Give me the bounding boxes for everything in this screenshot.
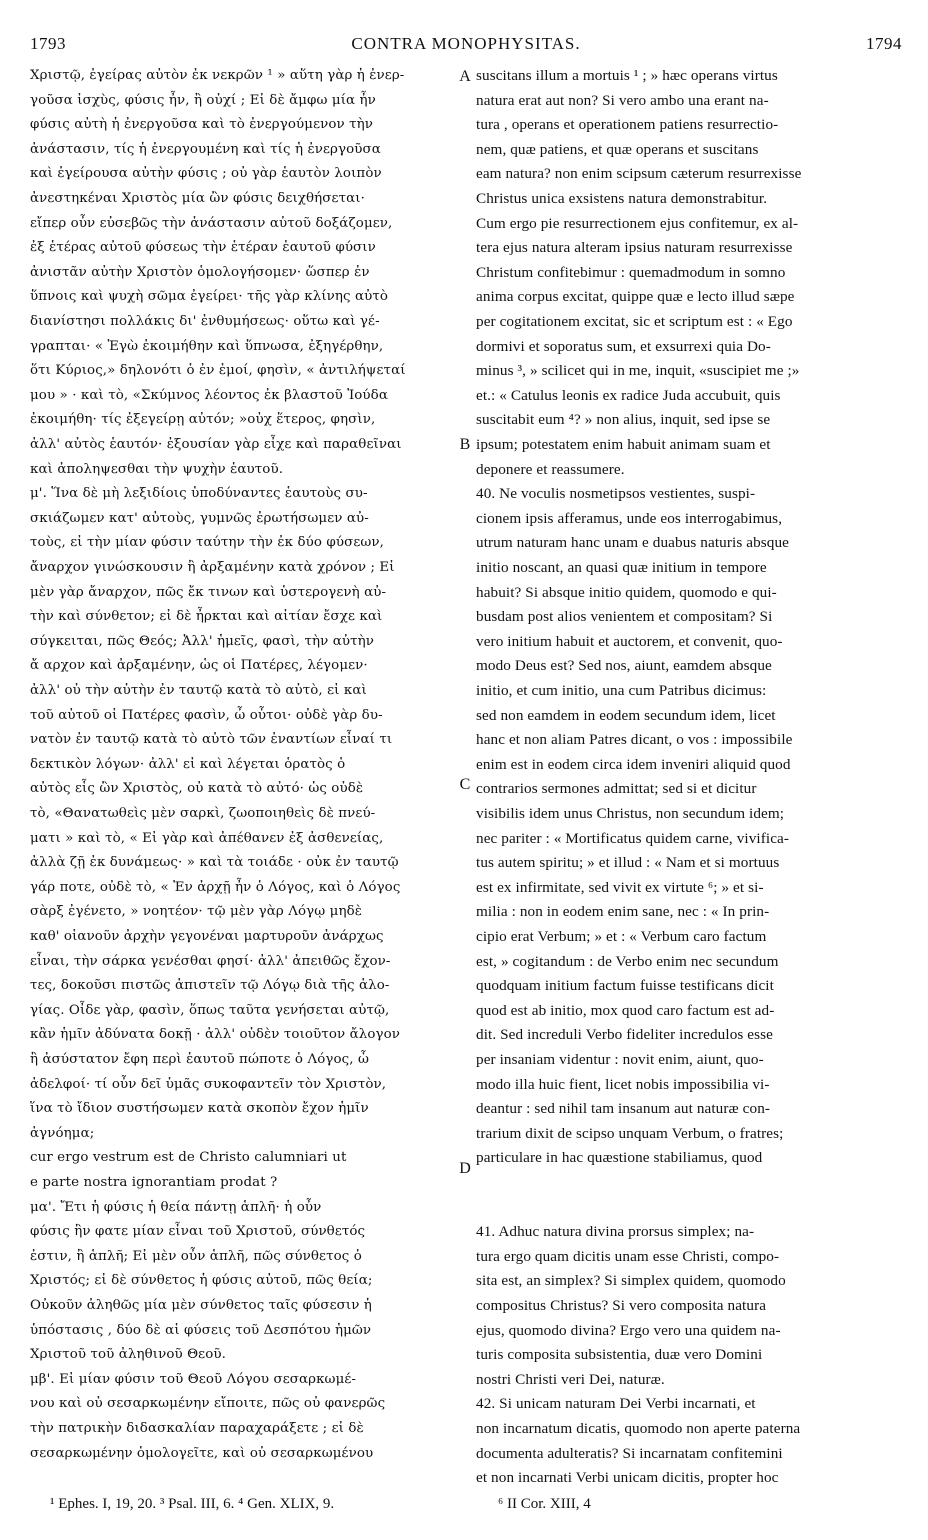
greek-text-line: τοὺς, εἰ τὴν μίαν φύσιν ταύτην τὴν ἐκ δύο φύσεων, [30,535,384,551]
greek-text-line: εἴπερ οὖν εὐσεβῶς τὴν ἀνάστασιν αὐτοῦ δοξάζομεν, [30,215,393,231]
greek-text-line: ἀδελφοί· τί οὖν δεῖ ὑμᾶς συκοφαντεῖν τὸν Χριστὸν, [30,1076,387,1092]
latin-text-line: contrarios sermones admittat; sed si et dicitur [476,780,757,798]
left-page-number: 1793 [30,34,66,53]
latin-column [476,64,896,1495]
latin-text-line: hanc et non aliam Patres dicant, o vos : impossibile [476,731,793,749]
latin-text-line: cionem ipsis afferamus, unde eos interrogabimus, [476,509,783,527]
latin-text-line: documenta adulteratis? Si incarnatam confitemini [476,1444,783,1462]
latin-text-line: enim est in eodem circa idem inveniri aliquid quod [476,755,791,773]
greek-text-line: σεσαρκωμένην ὁμολογεῖτε, καὶ οὐ σεσαρκωμένου [30,1445,374,1461]
greek-column [30,64,456,1470]
footnote-left: ¹ Ephes. I, 19, 20. ³ Psal. III, 6. ⁴ Gen. XLIX, 9. [50,1496,335,1512]
latin-text-line: busdam post alios venientem et compositam? Si [476,608,773,626]
footnote-right: ⁶ II Cor. XIII, 4 [498,1496,591,1512]
greek-text-line: ἀλλ' αὐτὸς ἑαυτόν· ἐξουσίαν γὰρ εἶχε καὶ παραθεῖναι [30,437,402,452]
latin-text-line: turis composita subsistentia, duæ vero Domini [476,1346,763,1364]
latin-text-line: Christum confitebimur : quemadmodum in somno [476,263,786,281]
latin-text-line: ejus, quomodo divina? Ergo vero una quidem na- [476,1321,781,1339]
latin-text-line: et.: « Catulus leonis ex radice Juda accubuit, quis [476,386,781,404]
latin-text-line: non incarnatum dicatis, quomodo non aperte paterna [476,1420,801,1437]
greek-text-line: Οὐκοῦν ἀληθῶς μία μὲν σύνθετος ταῖς φύσεσιν ἡ [30,1298,372,1313]
greek-text-line: ἀγνόημα; [30,1125,95,1141]
latin-text-line: suscitans illum a mortuis ¹ ; » hæc operans virtus [476,67,778,84]
greek-text-line: ἀνεστηκέναι Χριστὸς μία ὢν φύσις δειχθήσεται· [30,191,365,206]
latin-text-line: anima corpus excitat, quippe quæ e lecto illud sæpe [476,288,795,306]
greek-text-line: φύσις αὐτὴ ἡ ἐνεργοῦσα καὶ τὸ ἐνεργούμενον τὴν [30,117,373,133]
latin-text-line: tura ergo quam dicitis unam esse Christi, compo- [476,1247,780,1265]
latin-text-line: eam natura? non enim scipsum cæterum resurrexisse [476,165,802,183]
latin-text-line: vero initium habuit et auctorem, et convenit, quo- [476,632,783,650]
greek-text-line: εἶναι, τὴν σάρκα γενέσθαι φησί· ἀλλ' ἀπειθῶς ἔχον- [30,953,391,969]
latin-text-line: initio, et cum initio, una cum Patribus dicimus: [476,682,767,699]
latin-text-line: minus ³, » scilicet qui in me, inquit, «suscipiet me ;» [476,362,800,380]
greek-text-line: ἵνα τὸ ἴδιον συστήσωμεν κατὰ σκοπὸν ἔχον ἡμῖν [30,1101,369,1117]
running-header [30,34,902,60]
latin-text-line: tus autem spiritu; » et illud : « Nam et si mortuus [476,854,780,872]
latin-text-line: habuit? Si absque initio quidem, quomodo e qui- [476,583,777,601]
latin-text-line: modo illa huic fient, licet nobis impossibilia vi- [476,1075,770,1093]
greek-text-line: μα'. Ἔτι ἡ φύσις ἡ θεία πάντῃ ἁπλῆ· ἡ οὖν [30,1199,322,1215]
latin-text-line: est, » cogitandum : de Verbo enim nec secundum [476,952,779,970]
greek-text-line: ἢ ἀσύστατον ἔφη περὶ ἑαυτοῦ πώποτε ὁ Λόγος, ὦ [30,1052,369,1067]
greek-text-line: ὕπνοις καὶ ψυχὴ σῶμα ἐγείρει· τῆς γὰρ κλίνης αὐτὸ [30,289,389,305]
latin-text-line: sed non eamdem in eodem secundum idem, licet [476,706,776,724]
latin-text-line: particulare in hac quæstione stabiliamus, quod [476,1149,763,1167]
greek-text-line: καὶ ἐγείρουσα αὐτὴν φύσις ; οὐ γὰρ ἑαυτὸν λοιπὸν [30,166,382,182]
latin-text-line: utrum naturam hanc unam e duabus naturis absque [476,534,790,552]
greek-text-line: σύγκειται, πῶς Θεός; Ἀλλ' ἡμεῖς, φασὶ, τὴν αὐτὴν [30,633,374,649]
greek-text-line: ἐξ ἑτέρας αὐτοῦ φύσεως τὴν ἑτέραν ἑαυτοῦ φύσιν [30,240,376,256]
latin-text-line: tura , operans et operationem patiens resurrectio- [476,116,779,134]
latin-text-line: Christus unica exsistens natura demonstrabitur. [476,190,768,207]
latin-text-line: nec pariter : « Mortificatus quidem carne, vivifica- [476,829,790,847]
greek-text-line: Χριστῷ, ἐγείρας αὐτὸν ἐκ νεκρῶν ¹ » αὕτη γὰρ ἡ ἐνερ- [30,68,405,83]
greek-text-line: τὸ, «Θανατωθεὶς μὲν σαρκὶ, ζωοποιηθεὶς δὲ πνεύ- [30,806,376,821]
greek-text-line: cur ergo vestrum est de Christo calumniari ut [30,1150,347,1166]
greek-text-line: Χριστός; εἰ δὲ σύνθετος ἡ φύσις αὐτοῦ, πῶς θεία; [30,1273,373,1289]
margin-marker-c: C [459,776,471,793]
margin-marker-a: A [459,68,471,85]
latin-text-line [476,1196,896,1220]
margin-marker-d: D [459,1160,471,1177]
greek-text-line: γοῦσα ἰσχὺς, φύσις ἦν, ἢ οὐχί ; Εἰ δὲ ἄμφω μία ἦν [30,92,376,108]
greek-text-line: αὐτὸς εἷς ὢν Χριστὸς, οὐ κατὰ τὸ αὐτό· ὡς οὐδὲ [30,781,364,797]
latin-text-line: tera ejus natura alteram ipsius naturam resurrexisse [476,239,793,257]
greek-text-line: ἄ αρχον καὶ ἀρξαμένην, ὡς οἱ Πατέρες, λέγομεν· [30,658,368,674]
latin-text-line: quodquam initium factum fuisse testificans dicit [476,977,774,995]
latin-text-line: milia : non in eodem enim sane, nec : « In prin- [476,903,770,921]
latin-text-line: ipsum; potestatem enim habuit animam suam et [476,436,771,453]
latin-text-line: compositus Christus? Si vero composita natura [476,1297,767,1314]
running-title: CONTRA MONOPHYSITAS. [351,34,581,53]
latin-text-line: dormivi et soporatus sum, et exsurrexi quia Do- [476,337,771,355]
greek-text-line: ἀλλὰ ζῇ ἐκ δυνάμεως· » καὶ τὰ τοιάδε · οὐκ ἐν ταυτῷ [30,855,399,871]
greek-text-line: ὅτι Κύριος,» δηλονότι ὁ ἐν ἐμοί, φησὶν, « ἀντιλήψεταί [30,363,406,379]
latin-text-line: per cogitationem excitat, sic et scriptum est : « Ego [476,313,793,330]
greek-text-line: κἂν ἡμῖν ἀδύνατα δοκῇ · ἀλλ' οὐδὲν τοιοῦτον ἄλογον [30,1027,400,1043]
greek-text-line: e parte nostra ignorantiam prodat ? [30,1175,278,1190]
greek-text-line: ὑπόστασις , δύο δὲ αἱ φύσεις τοῦ Δεσπότου ἡμῶν [30,1322,372,1338]
greek-text-line: ἀλλ' οὐ τὴν αὐτὴν ἐν ταυτῷ κατὰ τὸ αὐτὸ, εἰ καὶ [30,683,367,698]
greek-text-line: ἀνάστασιν, τίς ἡ ἐνεργουμένη καὶ τίς ἡ ἐνεργοῦσα [30,141,381,157]
latin-text-line: per insaniam videntur : novit enim, aiunt, quo- [476,1051,764,1068]
greek-text-line: νατὸν ἐν ταυτῷ κατὰ τὸ αὐτὸ τῶν ἐναντίων εἶναί τι [30,732,393,748]
latin-text-line: est ex infirmitate, sed vivit ex virtute ⁶; » et si- [476,878,764,896]
greek-text-line: ἄναρχον γινώσκουσιν ἢ ἀρξαμένην κατὰ χρόνον ; Εἰ [30,560,395,575]
greek-text-line: γάρ ποτε, οὐδὲ τὸ, « Ἐν ἀρχῇ ἦν ὁ Λόγος, καὶ ὁ Λόγος [30,879,401,895]
greek-text-line: τὴν καὶ σύνθετον; εἰ δὲ ἦρκται καὶ αἰτίαν ἔσχε καὶ [30,609,383,625]
greek-text-line: καὶ ἀποληψεσθαι τὴν ψυχὴν ἑαυτοῦ. [30,461,284,477]
latin-text-line: 40. Ne voculis nosmetipsos vestientes, suspi- [476,485,756,503]
greek-text-line: τοῦ αὐτοῦ οἱ Πατέρες φασὶν, ὦ οὗτοι· οὐδὲ γὰρ δυ- [30,707,383,723]
latin-text-line: modo Deus est? Sed nos, aiunt, eamdem absque [476,657,772,675]
greek-text-line: μου » · καὶ τὸ, «Σκύμνος λέοντος ἐκ βλαστοῦ Ἰούδα [30,387,388,403]
latin-text-line: initio noscant, an quasi quæ initium in tempore [476,559,767,576]
latin-text-line: quod est ab initio, mox quod caro factum est ad- [476,1001,775,1019]
greek-text-line: διανίστησι πολλάκις δι' ἐνθυμήσεως· οὕτω καὶ γέ- [30,314,380,329]
latin-text-line: dit. Sed increduli Verbo fideliter incredulos esse [476,1026,774,1044]
greek-text-line: μβ'. Εἰ μίαν φύσιν τοῦ Θεοῦ Λόγου σεσαρκωμέ- [30,1371,357,1387]
greek-text-line: δεκτικὸν λόγων· ἀλλ' εἰ καὶ λέγεται ὁρατὸς ὁ [30,756,346,772]
greek-text-line: ἀνιστᾶν αὐτὴν Χριστὸν ὁμολογήσομεν· ὥσπερ ἐν [30,264,370,280]
margin-marker-b: B [459,436,471,453]
greek-text-line: τες, δοκοῦσι πιστῶς ἀπιστεῖν τῷ Λόγῳ διὰ τῆς ἀλο- [30,978,390,994]
latin-text-line: natura erat aut non? Si vero ambo una erant na- [476,91,769,109]
latin-text-line: deponere et reassumere. [476,460,625,478]
greek-text-line: τὴν πατρικὴν διδασκαλίαν παραχαράξετε ; εἰ δὲ [30,1421,364,1436]
latin-text-line: visibilis idem unus Christus, non secundum idem; [476,805,785,822]
right-page-number: 1794 [866,34,902,53]
greek-text-line: νου καὶ οὐ σεσαρκωμένην εἴποιτε, πῶς οὐ φανερῶς [30,1396,386,1412]
greek-text-line: σὰρξ ἐγένετο, » νοητέον· τῷ μὲν γὰρ Λόγῳ μηδὲ [30,904,363,920]
latin-text-line: nem, quæ patiens, et quæ operans et suscitans [476,140,759,158]
greek-text-line: ματι » καὶ τὸ, « Εἰ γὰρ καὶ ἀπέθανεν ἐξ ἀσθενείας, [30,830,384,846]
greek-text-line: σκιάζωμεν κατ' αὐτοὺς, γυμνῶς ἐρωτήσωμεν αὐ- [30,510,369,526]
latin-text-line: suscitabit eum ⁴? » non alius, inquit, sed ipse se [476,411,771,429]
greek-text-line: Χριστοῦ τοῦ ἀληθινοῦ Θεοῦ. [30,1347,226,1363]
latin-text-line: Cum ergo pie resurrectionem ejus confitemur, ex al- [476,214,799,232]
latin-text-line: deantur : sed nihil tam insanum aut naturæ con- [476,1100,771,1118]
latin-text-line: sita est, an simplex? Si simplex quidem, quomodo [476,1272,786,1290]
greek-text-line: μ'. Ἵνα δὲ μὴ λεξιδίοις ὑποδύναντες ἑαυτοὺς συ- [30,486,368,502]
greek-text-line: ἐκοιμήθη· τίς ἐξεγείρῃ αὐτόν; »οὐχ ἕτερος, φησὶν, [30,412,376,428]
greek-text-line: καθ' οἱανοῦν ἀρχὴν γεγονέναι μαρτυροῦν ἀνάρχως [30,929,384,944]
latin-text-line: 41. Adhuc natura divina prorsus simplex; na- [476,1223,755,1241]
latin-text-line: trarium dixit de scipso unquam Verbum, o fratres; [476,1124,784,1142]
greek-text-line: φύσις ἣν φατε μίαν εἶναι τοῦ Χριστοῦ, σύνθετός [30,1224,366,1240]
footnotes [30,1496,902,1520]
greek-text-line: γραπται· « Ἐγὼ ἐκοιμήθην καὶ ὕπνωσα, ἐξηγέρθην, [30,338,384,354]
greek-text-line: μὲν γὰρ ἄναρχον, πῶς ἔκ τινων καὶ ὑστερογενὴ αὐ- [30,584,387,600]
latin-text-line: cipio erat Verbum; » et : « Verbum caro factum [476,928,767,945]
latin-text-line: 42. Si unicam naturam Dei Verbi incarnati, et [476,1395,756,1413]
greek-text-line: ἐστιν, ἢ ἁπλῆ; Εἰ μὲν οὖν ἁπλῆ, πῶς σύνθετος ὁ [30,1248,362,1264]
latin-text-line: nostri Christi veri Dei, naturæ. [476,1370,665,1388]
latin-text-line [476,1171,896,1195]
latin-text-line: et non incarnati Verbi unicam dicitis, propter hoc [476,1469,779,1487]
greek-text-line: γίας. Οἶδε γὰρ, φασὶν, ὅπως ταῦτα γενήσεται αὐτῷ, [30,1002,390,1018]
